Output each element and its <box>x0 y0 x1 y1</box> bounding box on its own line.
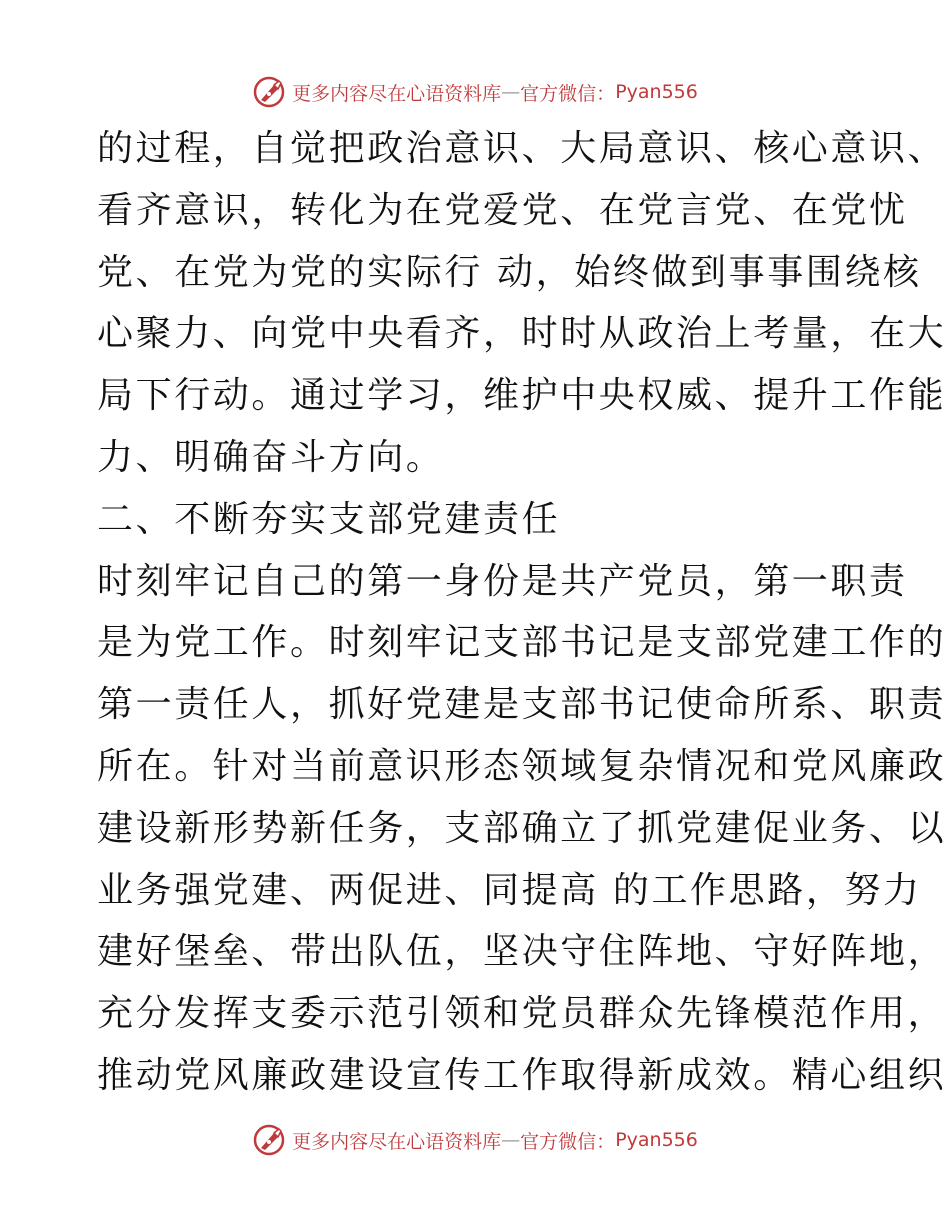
watermark-separator: — <box>501 81 521 103</box>
text-line: 业务强党建、两促进、同提高 的工作思路，努力 <box>97 869 922 911</box>
text-line: 建好堡垒、带出队伍，坚决守住阵地、守好阵地， <box>97 931 947 973</box>
text-line: 心聚力、向党中央看齐，时时从政治上考量，在大 <box>97 313 947 355</box>
text-line: 充分发挥支委示范引领和党员群众先锋模范作用， <box>97 993 947 1035</box>
text-line: 推动党风廉政建设宣传工作取得新成效。精心组织 <box>97 1054 947 1096</box>
text-line: 建设新形势新任务，支部确立了抓党建促业务、以 <box>97 807 947 849</box>
text-line: 的过程，自觉把政治意识、大局意识、核心意识、 <box>97 128 947 169</box>
pen-nib-logo-icon <box>252 1123 286 1157</box>
text-line: 局下行动。通过学习，维护中央权威、提升工作能 <box>97 375 947 417</box>
text-line: 时刻牢记自己的第一身份是共产党员，第一职责 <box>97 560 908 602</box>
watermark-wechat-label: 官方微信： <box>520 82 616 105</box>
watermark-wechat-label: 官方微信： <box>520 1130 616 1153</box>
header-watermark <box>0 72 950 112</box>
text-line: 第一责任人，抓好党建是支部书记使命所系、职责 <box>97 684 947 726</box>
pen-nib-logo-icon <box>252 75 286 109</box>
section-heading: 二、不断夯实支部党建责任 <box>97 498 561 540</box>
watermark-separator: — <box>501 1129 521 1151</box>
paragraph-1 <box>97 118 947 489</box>
text-line: 是为党工作。时刻牢记支部书记是支部党建工作的 <box>97 622 947 664</box>
text-line: 力、明确奋斗方向。 <box>97 436 445 478</box>
watermark-wechat-id: Pyan556 <box>615 1129 698 1151</box>
watermark-wechat-id: Pyan556 <box>615 81 698 103</box>
text-line: 党、在党为党的实际行 动，始终做到事事围绕核 <box>97 251 922 293</box>
document-body <box>97 118 947 1107</box>
watermark-text: 更多内容尽在心语资料库 <box>292 82 502 105</box>
footer-watermark <box>0 1120 950 1160</box>
text-line: 看齐意识，转化为在党爱党、在党言党、在党忧 <box>97 189 908 231</box>
text-line: 所在。针对当前意识形态领域复杂情况和党风廉政 <box>97 745 947 787</box>
paragraph-2 <box>97 551 947 1107</box>
watermark-text: 更多内容尽在心语资料库 <box>292 1130 502 1153</box>
